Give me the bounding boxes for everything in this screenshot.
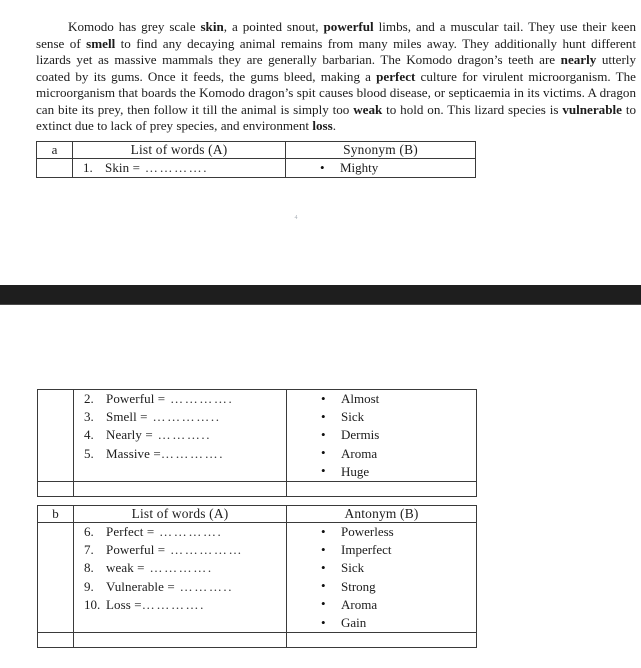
pair-list-item: • Almost — [341, 390, 476, 408]
antonym-list-b — [287, 523, 476, 632]
tag-cell-empty — [38, 523, 74, 633]
keyword-bold: weak — [353, 101, 383, 117]
item-word: weak = — [106, 560, 145, 576]
word-list-item — [78, 596, 286, 614]
keyword-bold: perfect — [376, 68, 416, 84]
table-row — [37, 142, 476, 159]
item-number: 6. — [84, 524, 94, 539]
answer-blank[interactable]: …………. — [154, 524, 223, 539]
table-row — [38, 523, 477, 633]
item-word: Loss = — [106, 596, 142, 612]
word-list-a-continued — [74, 390, 286, 463]
keyword-bold: vulnerable — [562, 101, 622, 117]
answer-blank[interactable]: …………. — [165, 391, 234, 406]
item-word: Powerful = — [106, 542, 166, 558]
synonym-table-continued — [37, 389, 477, 497]
keyword-bold: powerful — [323, 19, 374, 35]
spacer-cell — [74, 633, 287, 648]
item-word: Smell = — [106, 409, 148, 425]
word-list-item — [78, 445, 286, 463]
word-list-item — [77, 159, 285, 177]
answer-blank[interactable]: ……….. — [152, 427, 212, 443]
word-list-item — [78, 523, 286, 541]
word-list-item — [78, 559, 286, 577]
words-cell — [74, 390, 287, 482]
section-tag-a: a — [37, 142, 73, 159]
table-row — [38, 506, 477, 523]
item-word: Powerful = — [106, 391, 166, 406]
word-list-item — [78, 541, 286, 559]
table-row-spacer — [38, 482, 477, 497]
item-number: 7. — [84, 542, 94, 558]
column-header-words-a-antonym: List of words (A) — [74, 506, 287, 523]
column-header-words-a: List of words (A) — [73, 142, 286, 159]
reading-passage: Komodo has grey scale skin, a pointed snout, powerful limbs, and a muscular tail. They use their keen sense of smell to find any decaying animal remains from many miles away. They additionally hunt different lizards yet as massive mammals they are generally barbarian. The Komodo dragon’s teeth are nearly utterly coated by its gums. Once it feeds, the gums bleed, making a perfect culture for virulent microorganism. The microorganism that boards the Komodo dragon’s spit causes blood disease, or septicaemia in its victims. A dragon can bite its prey, then follow it till the animal is simply too weak to hold on. This lizard species is vulnerable to extinct due to lack of prey species, and environment loss. — [36, 19, 637, 134]
table-row-spacer — [38, 633, 477, 648]
answer-blank[interactable]: …………… — [165, 542, 244, 558]
word-list-a — [73, 159, 285, 177]
pair-list-item: • Aroma — [341, 596, 476, 614]
pairs-cell — [286, 159, 476, 178]
item-number: 10. — [84, 596, 101, 612]
answer-blank[interactable]: …………. — [144, 560, 213, 576]
item-number: 8. — [84, 560, 94, 576]
pair-list-item: • Dermis — [341, 426, 476, 444]
keyword-bold: nearly — [560, 52, 597, 68]
item-number: 2. — [84, 391, 94, 406]
item-number: 5. — [84, 445, 94, 461]
word-list-item — [78, 426, 286, 444]
word-list-a-antonym — [74, 523, 286, 614]
scanned-page-one — [0, 0, 641, 285]
keyword-bold: smell — [86, 35, 116, 51]
page-number: 4 — [294, 215, 298, 221]
item-word: Vulnerable = — [106, 578, 175, 594]
pair-list-item: • Aroma — [341, 445, 476, 463]
pairs-cell — [287, 523, 477, 633]
column-header-synonym-b: Synonym (B) — [286, 142, 476, 159]
spacer-cell — [38, 633, 74, 648]
word-list-item — [78, 578, 286, 596]
scanned-page-two — [0, 305, 641, 668]
keyword-bold: skin — [200, 19, 224, 35]
item-number: 1. — [83, 160, 93, 175]
item-word: Perfect = — [106, 524, 155, 539]
antonym-table — [37, 505, 477, 648]
tag-cell-empty — [38, 390, 74, 482]
scan-separator-band — [0, 285, 641, 305]
table-row — [37, 159, 476, 178]
item-word: Nearly = — [106, 427, 153, 443]
keyword-bold: loss — [312, 118, 333, 134]
pair-list-item: • Powerless — [341, 523, 476, 541]
item-word: Skin = — [105, 160, 141, 175]
answer-blank[interactable]: ………….. — [147, 409, 221, 425]
answer-blank[interactable]: ……….. — [174, 578, 234, 594]
word-list-item — [78, 408, 286, 426]
item-number: 9. — [84, 578, 94, 594]
pair-list-item: • Huge — [341, 463, 476, 481]
words-cell — [74, 523, 287, 633]
pair-list-item: • Mighty — [340, 159, 475, 177]
pair-list-item: • Imperfect — [341, 541, 476, 559]
spacer-cell — [74, 482, 287, 497]
synonym-list-b-continued — [287, 390, 476, 481]
pairs-cell — [287, 390, 477, 482]
answer-blank[interactable]: …………. — [141, 596, 205, 612]
pair-list-item: • Sick — [341, 408, 476, 426]
spacer-cell — [287, 482, 477, 497]
words-cell — [73, 159, 286, 178]
item-word: Massive = — [106, 445, 161, 461]
synonym-list-b — [286, 159, 475, 177]
item-number: 3. — [84, 409, 94, 425]
item-number: 4. — [84, 427, 94, 443]
answer-blank[interactable]: …………. — [140, 160, 209, 175]
section-tag-b: b — [38, 506, 74, 523]
tag-cell-empty — [37, 159, 73, 178]
synonym-table-header-part — [36, 141, 476, 178]
pair-list-item: • Gain — [341, 614, 476, 632]
table-row — [38, 390, 477, 482]
pair-list-item: • Strong — [341, 578, 476, 596]
spacer-cell — [287, 633, 477, 648]
pair-list-item: • Sick — [341, 559, 476, 577]
word-list-item — [78, 390, 286, 408]
answer-blank[interactable]: …………. — [160, 445, 225, 461]
spacer-cell — [38, 482, 74, 497]
column-header-antonym-b: Antonym (B) — [287, 506, 477, 523]
